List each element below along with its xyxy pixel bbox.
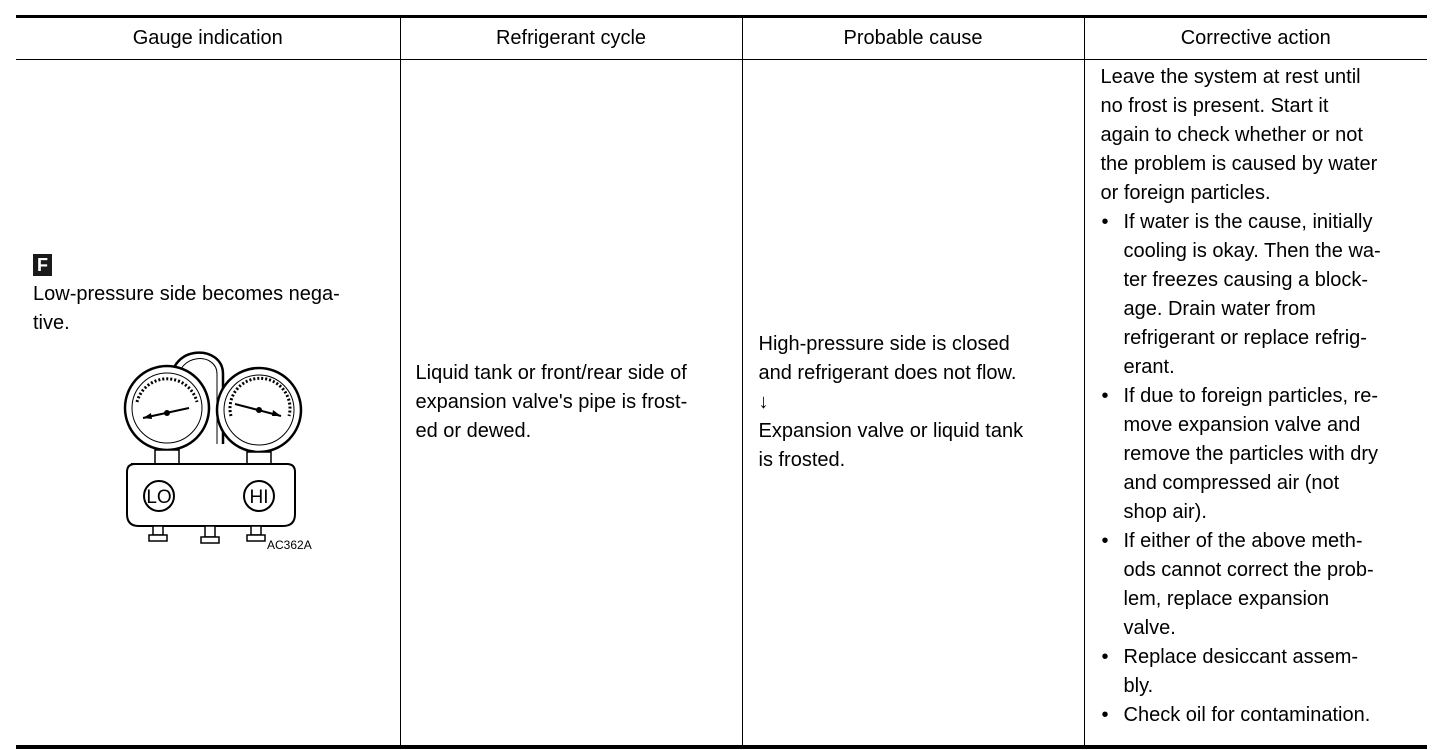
bullet-line: • If either of the above meth-	[1123, 530, 1363, 552]
header-probable-cause: Probable cause	[742, 17, 1084, 60]
bullet-item-water	[1101, 208, 1420, 382]
case-badge: F	[33, 254, 52, 276]
header-corrective-action: Corrective action	[1084, 17, 1427, 60]
probable-cause-cell	[742, 60, 1084, 748]
bullet-line: ter freezes causing a block-	[1123, 269, 1369, 291]
gauge-text-line: Low-pressure side becomes nega-	[33, 283, 340, 305]
action-intro-line: Leave the system at rest until	[1100, 66, 1361, 88]
table-header	[16, 17, 1427, 60]
cycle-text-line: expansion valve's pipe is frost-	[415, 391, 688, 413]
bullet-line: erant.	[1123, 356, 1175, 378]
bullet-line: • If due to foreign particles, re-	[1123, 385, 1379, 407]
bullet-line: age. Drain water from	[1123, 298, 1316, 320]
cause-text-line: and refrigerant does not flow.	[758, 362, 1017, 384]
low-pressure-gauge-icon	[125, 366, 209, 464]
bullet-line: • Check oil for contamination.	[1123, 704, 1371, 726]
bullet-line: and compressed air (not	[1123, 472, 1340, 494]
header-gauge-indication: Gauge indication	[16, 17, 400, 60]
cycle-text-line: ed or dewed.	[415, 420, 532, 442]
bullet-line: cooling is okay. Then the wa-	[1123, 240, 1381, 262]
action-intro-line: the problem is caused by water	[1100, 153, 1378, 175]
corrective-action-cell	[1084, 60, 1427, 748]
bullet-line: remove the particles with dry	[1123, 443, 1379, 465]
lo-label: LO	[146, 487, 172, 508]
bullet-item-replace-valve	[1101, 527, 1420, 643]
gauge-indication-cell	[16, 60, 400, 748]
figure-code: AC362A	[267, 538, 312, 552]
refrigerant-cycle-cell	[400, 60, 742, 748]
bullet-line: bly.	[1123, 675, 1154, 697]
bullet-line: • If water is the cause, initially	[1123, 211, 1373, 233]
action-intro-line: or foreign particles.	[1100, 182, 1271, 204]
down-arrow: ↓	[758, 391, 769, 413]
bullet-line: move expansion valve and	[1123, 414, 1361, 436]
troubleshooting-table	[16, 15, 1427, 749]
high-pressure-gauge-icon	[217, 368, 301, 464]
bullet-line: ods cannot correct the prob-	[1123, 559, 1374, 581]
cycle-text-line: Liquid tank or front/rear side of	[415, 362, 687, 384]
gauge-text-line: tive.	[33, 312, 70, 334]
bullet-item-desiccant	[1101, 643, 1420, 701]
bullet-line: refrigerant or replace refrig-	[1123, 327, 1367, 349]
bullet-line: lem, replace expansion	[1123, 588, 1330, 610]
cause-text-line: is frosted.	[758, 449, 846, 471]
bullet-line: valve.	[1123, 617, 1176, 639]
action-intro-line: no frost is present. Start it	[1100, 95, 1329, 117]
action-intro-line: again to check whether or not	[1100, 124, 1363, 146]
bullet-line: shop air).	[1123, 501, 1207, 523]
cause-text-line: High-pressure side is closed	[758, 333, 1010, 355]
action-bullet-list	[1101, 208, 1420, 730]
header-refrigerant-cycle: Refrigerant cycle	[400, 17, 742, 60]
bullet-item-check-oil	[1101, 701, 1420, 730]
header-row	[16, 17, 1427, 60]
hi-label: HI	[249, 487, 269, 508]
bullet-item-foreign-particles	[1101, 382, 1420, 527]
table-row	[16, 60, 1427, 748]
cause-text-line: Expansion valve or liquid tank	[758, 420, 1024, 442]
manifold-gauge-illustration	[109, 344, 341, 554]
bullet-line: • Replace desiccant assem-	[1123, 646, 1359, 668]
